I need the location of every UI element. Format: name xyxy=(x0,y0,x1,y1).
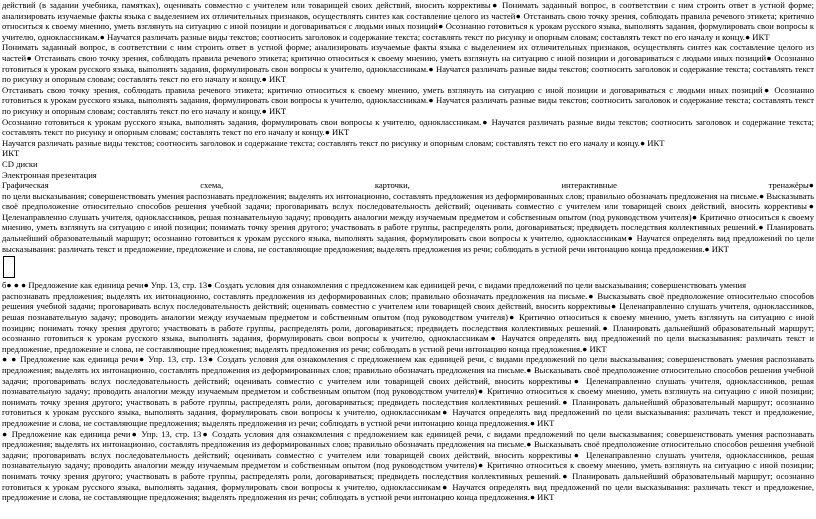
spread-word-4: интерактивные xyxy=(561,180,617,191)
resource-ikt: ИКТ xyxy=(2,148,20,159)
paragraph-1: действий (в задании учебника, памятках), оценивать совместно с учителем или товарищей своих действий, вносить коррективы● Понимать заданный вопрос, в соответствии с ним строить ответ в устной форме; анализировать изучаемые факты языка с выделением их отличительных признаков, осуществлять синтез как составление целого из частей● Отстаивать свою точку зрения, соблюдать правила речевого этикета; критично относиться к своему мнению, уметь взглянуть на ситуацию с иной позиции и договариваться с людьми иных позиций● Осознанно готовиться к урокам русского языка, выполнять задания, формулировать свои вопросы к учителю, одноклассникам.● Научатся различать разные виды текстов; соотносить заголовок и содержание текста; составлять текст по рисунку и опорным словам; составлять текст по его началу и концу.● ИКТ xyxy=(2,0,814,42)
paragraph-7: распознавать предложения; выделять их интонационно, составлять предложения из деформированных слов; правильно обозначать предложения на письме.● Высказывать своё предположение относительно способов решения учебной задачи; проговаривать вслух последовательность действий; оценивать совместно с учителем или товарищей своих действий, вносить коррективы● Целенаправленно слушать учителя, одноклассников, решая познавательную задачу; проводить аналогии между изучаемым предметом и собственным опытом (под руководством учителя)● Критично относиться к своему мнению, уметь взглянуть на ситуацию с иной позиции; понимать точку зрения другого; участвовать в работе группы, распределять роли, договариваться; предвидеть последствия коллективных решений.● Планировать дальнейший образовательный маршрут; осознанно готовиться к урокам русского языка, выполнять задания, формулировать свои вопросы к учителю, одноклассникам● Научатся определять вид предложений по цели высказывания: различать текст и предложение, предложение и слова, не составляющие предложения; выделять предложения из речи; соблюдать в устной речи интонацию конца предложения.● ИКТ xyxy=(2,290,814,354)
paragraph-5: Научатся различать разные виды текстов; соотносить заголовок и содержание текста; составлять текст по рисунку и опорным словам; составлять текст по его началу и концу.● ИКТ xyxy=(2,137,665,148)
paragraph-2: Понимать заданный вопрос, в соответствии с ним строить ответ в устной форме; анализировать изучаемые факты языка с выделением их отличительных признаков, осуществлять синтез как составление целого из частей● Отстаивать свою точку зрения, соблюдать правила речевого этикета; критично относиться к своему мнению, уметь взглянуть на ситуацию с иной позиции и договариваться с людьми иных позиций● Осознанно готовиться к урокам русского языка, выполнять задания, формулировать свои вопросы к учителю, одноклассникам.● Научатся различать разные виды текстов; соотносить заголовок и содержание текста; составлять текст по рисунку и опорным словам; составлять текст по его началу и концу.● ИКТ xyxy=(2,42,814,85)
spread-word-5: тренажёры● xyxy=(768,180,814,191)
empty-box xyxy=(3,256,15,278)
paragraph-9: ● Предложение как единица речи● Упр. 13, стр. 13● Создать условия для ознакомления с предложением как единицей речи, с видами предложений по цели высказывания; совершенствовать умения распознавать предложения; выделять их интонационно, составлять предложения из деформированных слов; правильно обозначать предложения на письме.● Высказывать своё предположение относительно способов решения учебной задачи; проговаривать вслух последовательность действий; оценивать совместно с учителем или товарищей своих действий, вносить коррективы● Целенаправленно слушать учителя, одноклассников, решая познавательную задачу; проводить аналогии между изучаемым предметом и собственным опытом (под руководством учителя)● Критично относиться к своему мнению, уметь взглянуть на ситуацию с иной позиции; понимать точку зрения другого; участвовать в работе группы, распределять роли, договариваться; предвидеть последствия коллективных решений.● Планировать дальнейший образовательный маршрут; осознанно готовиться к урокам русского языка, выполнять задания, формулировать свои вопросы к учителю, одноклассникам● Научатся определять вид предложений по цели высказывания: различать текст и предложение, предложение и слова, не составляющие предложения; выделять предложения из речи; соблюдать в устной речи интонацию конца предложения.● ИКТ xyxy=(2,428,814,503)
spread-word-2: схема, xyxy=(200,180,224,191)
spread-word-3: карточки, xyxy=(374,180,410,191)
paragraph-6: по цели высказывания; совершенствовать умения распознавать предложения; выделять их интонационно, составлять предложения из деформированных слов; правильно обозначать предложения на письме.● Высказывать своё предположение относительно способов решения учебной задачи; проговаривать вслух последовательность действий; оценивать совместно с учителем или товарищей своих действий, вносить коррективы● Целенаправленно слушать учителя, одноклассников, решая познавательную задачу; проводить аналогии между изучаемым предметом и собственным опытом (под руководством учителя)● Критично относиться к своему мнению, уметь взглянуть на ситуацию с иной позиции; понимать точку зрения другого; участвовать в работе группы, распределять роли, договариваться; предвидеть последствия коллективных решений.● Планировать дальнейший образовательный маршрут; осознанно готовиться к урокам русского языка, выполнять задания, формулировать свои вопросы к учителю, одноклассникам● Научатся определять вид предложений по цели высказывания: различать текст и предложение, предложение и слова, не составляющие предложения; выделять предложения из речи; соблюдать в устной речи интонацию конца предложения.● ИКТ xyxy=(2,190,814,254)
paragraph-8: ● ● Предложение как единица речи● Упр. 13, стр. 13● Создать условия для ознакомления с предложением как единицей речи, с видами предложений по цели высказывания; совершенствовать умения распознавать предложения; выделять их интонационно, составлять предложения из деформированных слов; правильно обозначать предложения на письме.● Высказывать своё предположение относительно способов решения учебной задачи; проговаривать вслух последовательность действий; оценивать совместно с учителем или товарищей своих действий, вносить коррективы● Целенаправленно слушать учителя, одноклассников, решая познавательную задачу; проводить аналогии между изучаемым предметом и собственным опытом (под руководством учителя)● Критично относиться к своему мнению, уметь взглянуть на ситуацию с иной позиции; понимать точку зрения другого; участвовать в работе группы, распределять роли, договариваться; предвидеть последствия коллективных решений.● Планировать дальнейший образовательный маршрут; осознанно готовиться к урокам русского языка, выполнять задания, формулировать свои вопросы к учителю, одноклассникам● Научатся определять вид предложений по цели высказывания: различать текст и предложение, предложение и слова, не составляющие предложения; выделять предложения из речи; соблюдать в устной речи интонацию конца предложения.● ИКТ xyxy=(2,354,814,428)
paragraph-7-head: б● ● ● Предложение как единица речи● Упр. 13, стр. 13● Создать условия для ознакомления с предложением как единицей речи, с видами предложений по цели высказывания; совершенствовать умения xyxy=(2,280,747,291)
resource-presentation: Электронная презентация xyxy=(2,169,97,180)
resource-cd: CD диски xyxy=(2,158,38,169)
paragraph-4: Осознанно готовиться к урокам русского языка, выполнять задания, формулировать свои вопросы к учителю, одноклассникам.● Научатся различать разные виды текстов; соотносить заголовок и содержание текста; составлять текст по рисунку и опорным словам; составлять текст по его началу и концу.● ИКТ xyxy=(2,116,814,138)
paragraph-3: Отстаивать свою точку зрения, соблюдать правила речевого этикета; критично относиться к своему мнению, уметь взглянуть на ситуацию с иной позиции и договариваться с людьми иных позиций● Осознанно готовиться к урокам русского языка, выполнять задания, формулировать свои вопросы к учителю, одноклассникам.● Научатся различать разные виды текстов; соотносить заголовок и содержание текста; составлять текст по рисунку и опорным словам; составлять текст по его началу и концу.● ИКТ xyxy=(2,84,814,116)
spread-word-1: Графическая xyxy=(2,180,49,191)
resource-spread-row xyxy=(2,180,814,191)
